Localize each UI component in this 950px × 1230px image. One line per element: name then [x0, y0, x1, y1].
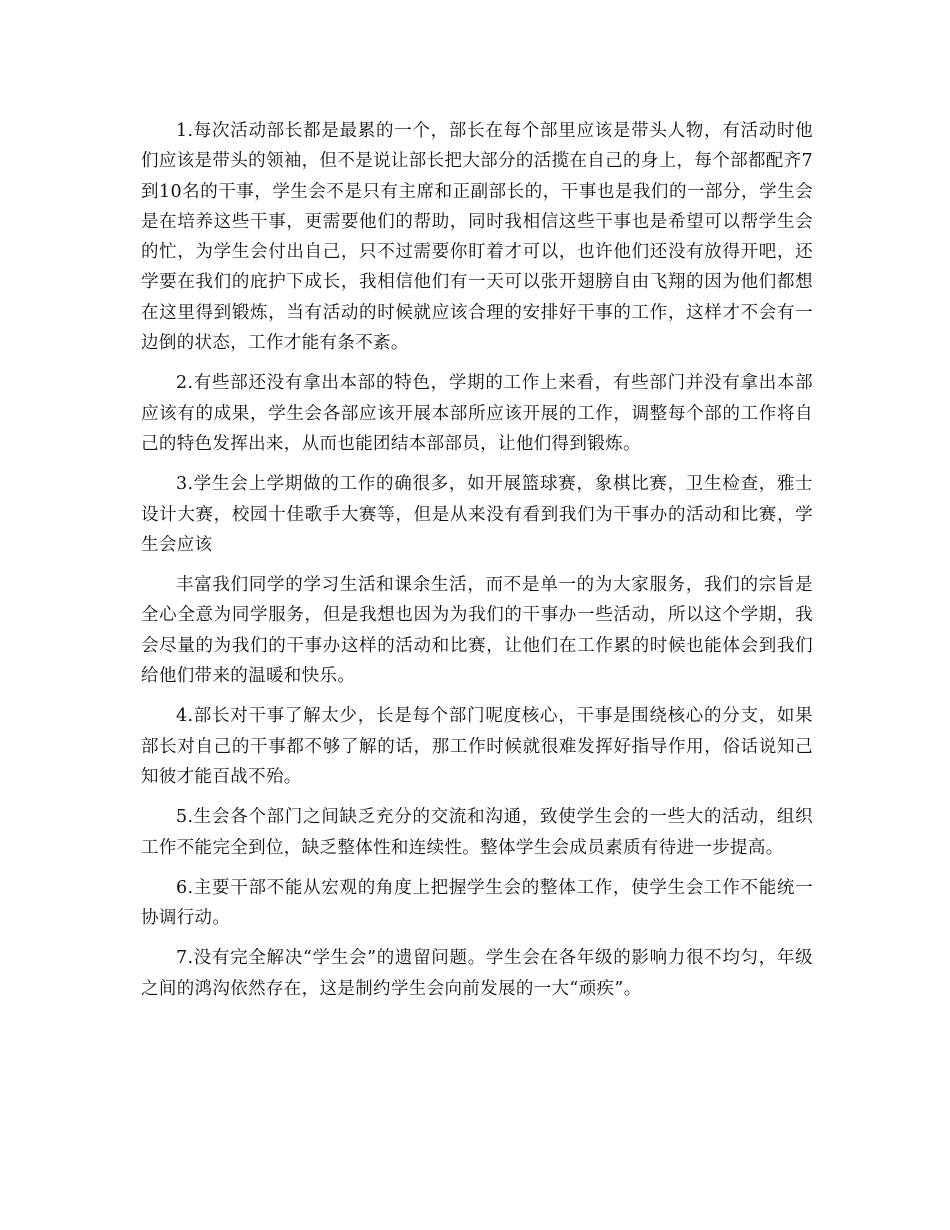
paragraph-3: 3.学生会上学期做的工作的确很多，如开展篮球赛，象棋比赛，卫生检查，雅士设计大赛，校园十佳歌手大赛等，但是从来没有看到我们为干事办的活动和比赛，学生会应该	[141, 474, 813, 555]
paragraph-4: 4.部长对干事了解太少，长是每个部门呢度核心，干事是围绕核心的分支，如果部长对自己的干事都不够了解的话，那工作时候就很难发挥好指导作用，俗话说知己知彼才能百战不殆。	[141, 706, 813, 787]
paragraph-7: 7.没有完全解决“学生会”的遗留问题。学生会在各年级的影响力很不均匀，年级之间的鸿沟依然存在，这是制约学生会向前发展的一大“顽疾”。	[141, 948, 813, 999]
paragraph-5: 5.生会各个部门之间缺乏充分的交流和沟通，致使学生会的一些大的活动，组织工作不能完全到位，缺乏整体性和连续性。整体学生会成员素质有待进一步提高。	[141, 807, 813, 858]
paragraph-6: 6.主要干部不能从宏观的角度上把握学生会的整体工作，使学生会工作不能统一协调行动。	[141, 877, 813, 929]
document-body	[141, 116, 813, 1014]
paragraph-3-continued: 丰富我们同学的学习生活和课余生活，而不是单一的为大家服务，我们的宗旨是全心全意为同学服务，但是我想也因为为我们的干事办一些活动，所以这个学期，我会尽量的为我们的干事办这样的活动和比赛，让他们在工作累的时候也能体会到我们给他们带来的温暖和快乐。	[141, 575, 813, 687]
paragraph-2: 2.有些部还没有拿出本部的特色，学期的工作上来看，有些部门并没有拿出本部应该有的成果，学生会各部应该开展本部所应该开展的工作，调整每个部的工作将自己的特色发挥出来，从而也能团结本部部员，让他们得到锻炼。	[141, 373, 813, 454]
paragraph-1: 1.每次活动部长都是最累的一个，部长在每个部里应该是带头人物，有活动时他们应该是带头的领袖，但不是说让部长把大部分的活揽在自己的身上，每个部都配齐7到10名的干事，学生会不是只有主席和正副部长的，干事也是我们的一部分，学生会是在培养这些干事，更需要他们的帮助，同时我相信这些干事也是希望可以帮学生会的忙，为学生会付出自己，只不过需要你盯着才可以，也许他们还没有放得开吧，还学要在我们的庇护下成长，我相信他们有一天可以张开翅膀自由飞翔的因为他们都想在这里得到锻炼，当有活动的时候就应该合理的安排好干事的工作，这样才不会有一边倒的状态，工作才能有条不紊。	[141, 121, 813, 354]
